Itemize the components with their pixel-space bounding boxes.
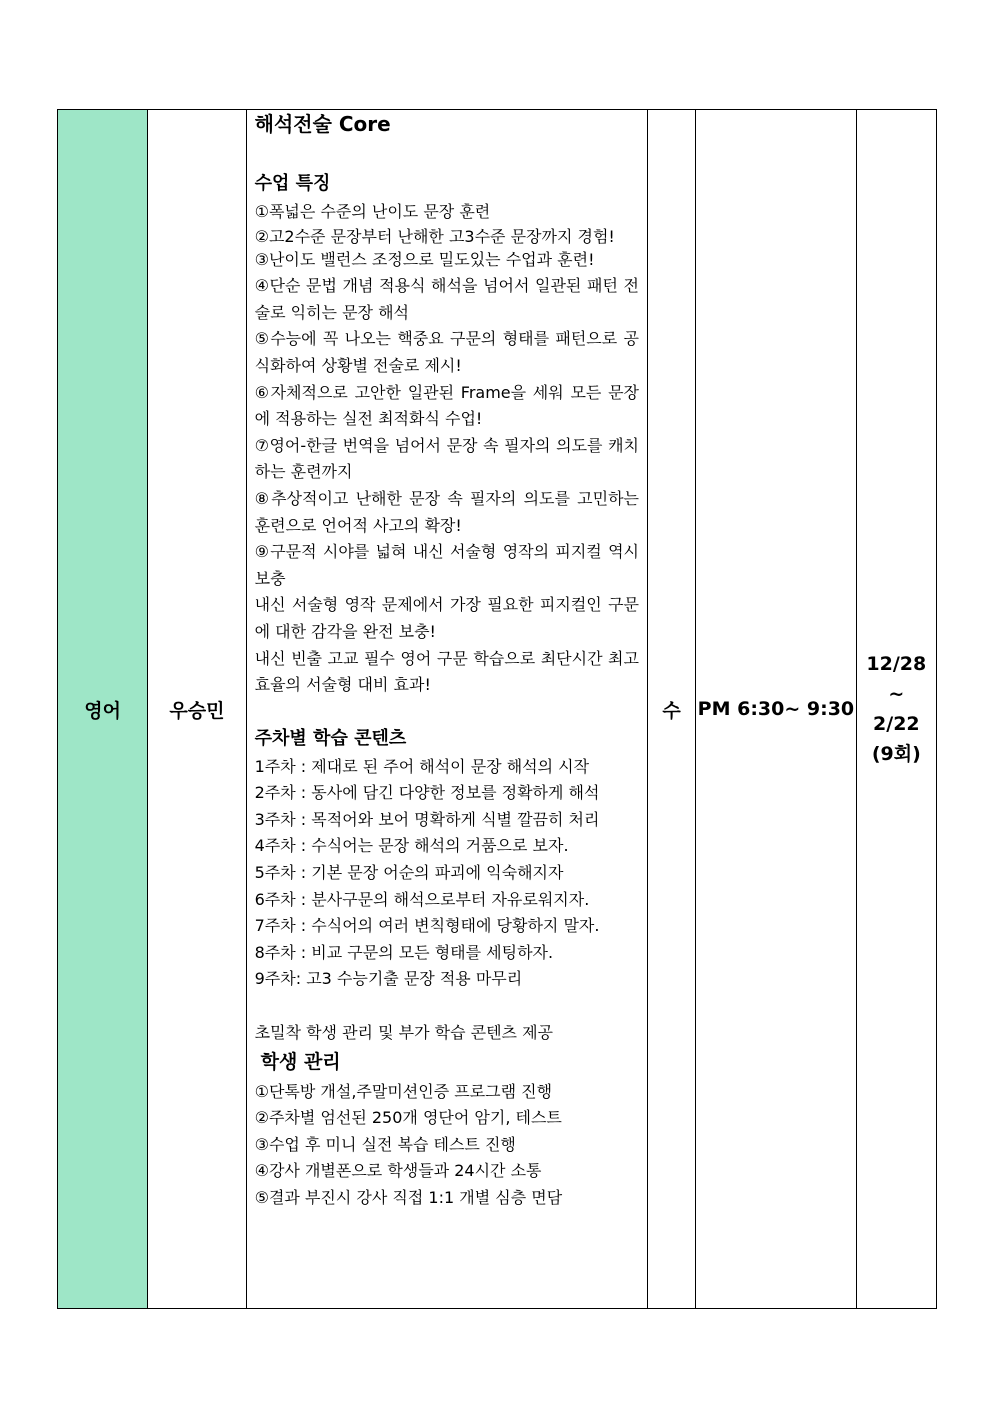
subject-cell: 영어 bbox=[58, 110, 148, 1309]
feature-item: ①폭넓은 수준의 난이도 문장 훈련 bbox=[254, 202, 491, 221]
feature-item: 내신 빈출 고교 필수 영어 구문 학습으로 최단시간 최고효율의 서술형 대비 효과! bbox=[254, 648, 639, 695]
table-row bbox=[58, 110, 937, 1309]
period-end: 2/22 bbox=[873, 713, 920, 735]
feature-item: ②고2수준 문장부터 난해한 고3수준 문장까지 경험! bbox=[254, 226, 615, 246]
course-content bbox=[247, 110, 647, 1212]
management-item: ③수업 후 미니 실전 복습 테스트 진행 bbox=[254, 1134, 516, 1154]
management-item: ⑤결과 부진시 강사 직접 1:1 개별 심층 면담 bbox=[254, 1188, 563, 1207]
feature-item: ⑧추상적이고 난해한 문장 속 필자의 의도를 고민하는 훈련으로 언어적 사고의 확장! bbox=[254, 488, 639, 535]
feature-item: 내신 서술형 영작 문제에서 가장 필요한 피지컬인 구문에 대한 감각을 완전 보충! bbox=[254, 595, 639, 641]
day-cell: 수 bbox=[647, 110, 695, 1309]
management-intro: 초밀착 학생 관리 및 부가 학습 콘텐츠 제공 bbox=[254, 1023, 553, 1043]
feature-item: ⑨구문적 시야를 넓혀 내신 서술형 영작의 피지컬 역시 보충 bbox=[254, 542, 639, 588]
feature-item: ⑥자체적으로 고안한 일관된 Frame을 세워 모든 문장에 적용하는 실전 최적화식 수업! bbox=[254, 382, 639, 429]
weekly-item: 2주차 : 동사에 담긴 다양한 정보를 정확하게 해석 bbox=[254, 783, 600, 803]
feature-item: ⑦영어-한글 번역을 넘어서 문장 속 필자의 의도를 캐치하는 훈련까지 bbox=[254, 435, 639, 482]
spacer bbox=[255, 699, 639, 726]
weekly-item: 5주차 : 기본 문장 어순의 파괴에 익숙해지자 bbox=[254, 863, 564, 883]
management-heading: 학생 관리 bbox=[260, 1050, 341, 1073]
spacer bbox=[255, 993, 639, 1020]
features-heading: 수업 특징 bbox=[254, 173, 331, 194]
feature-item: ③난이도 밸런스 조정으로 밀도있는 수업과 훈련! bbox=[254, 249, 595, 269]
weekly-item: 7주차 : 수식어의 여러 변칙형태에 당황하지 말자. bbox=[254, 916, 600, 936]
time-cell: PM 6:30~ 9:30 bbox=[696, 110, 857, 1309]
weekly-item: 8주차 : 비교 구문의 모든 형태를 세팅하자. bbox=[254, 942, 554, 962]
weekly-item: 6주차 : 분사구문의 해석으로부터 자유로워지자. bbox=[254, 889, 590, 909]
course-title: 해석전술 Core bbox=[254, 112, 391, 136]
feature-item: ⑤수능에 꼭 나오는 핵중요 구문의 형태를 패턴으로 공식화하여 상황별 전술로 제시! bbox=[254, 329, 639, 375]
schedule-table bbox=[57, 109, 937, 1309]
management-item: ①단톡방 개설,주말미션인증 프로그램 진행 bbox=[254, 1081, 553, 1101]
period-cell bbox=[856, 110, 936, 1309]
period-start: 12/28 bbox=[866, 653, 927, 675]
management-item: ②주차별 엄선된 250개 영단어 암기, 테스트 bbox=[254, 1108, 562, 1128]
weekly-item: 3주차 : 목적어와 보어 명확하게 식별 깔끔히 처리 bbox=[254, 809, 600, 829]
teacher-cell: 우승민 bbox=[148, 110, 246, 1309]
period-separator: ~ bbox=[888, 683, 905, 705]
management-item: ④강사 개별폰으로 학생들과 24시간 소통 bbox=[254, 1161, 542, 1181]
weekly-item: 1주차 : 제대로 된 주어 해석이 문장 해석의 시작 bbox=[254, 756, 590, 776]
feature-item: ④단순 문법 개념 적용식 해석을 넘어서 일관된 패턴 전술로 익히는 문장 해석 bbox=[254, 276, 639, 322]
weekly-heading: 주차별 학습 콘텐츠 bbox=[254, 727, 407, 749]
weekly-item: 9주차: 고3 수능기출 문장 적용 마무리 bbox=[254, 969, 523, 989]
weekly-item: 4주차 : 수식어는 문장 해석의 거품으로 보자. bbox=[254, 836, 569, 856]
course-content-cell bbox=[246, 110, 647, 1309]
period-count: (9회) bbox=[871, 743, 921, 765]
